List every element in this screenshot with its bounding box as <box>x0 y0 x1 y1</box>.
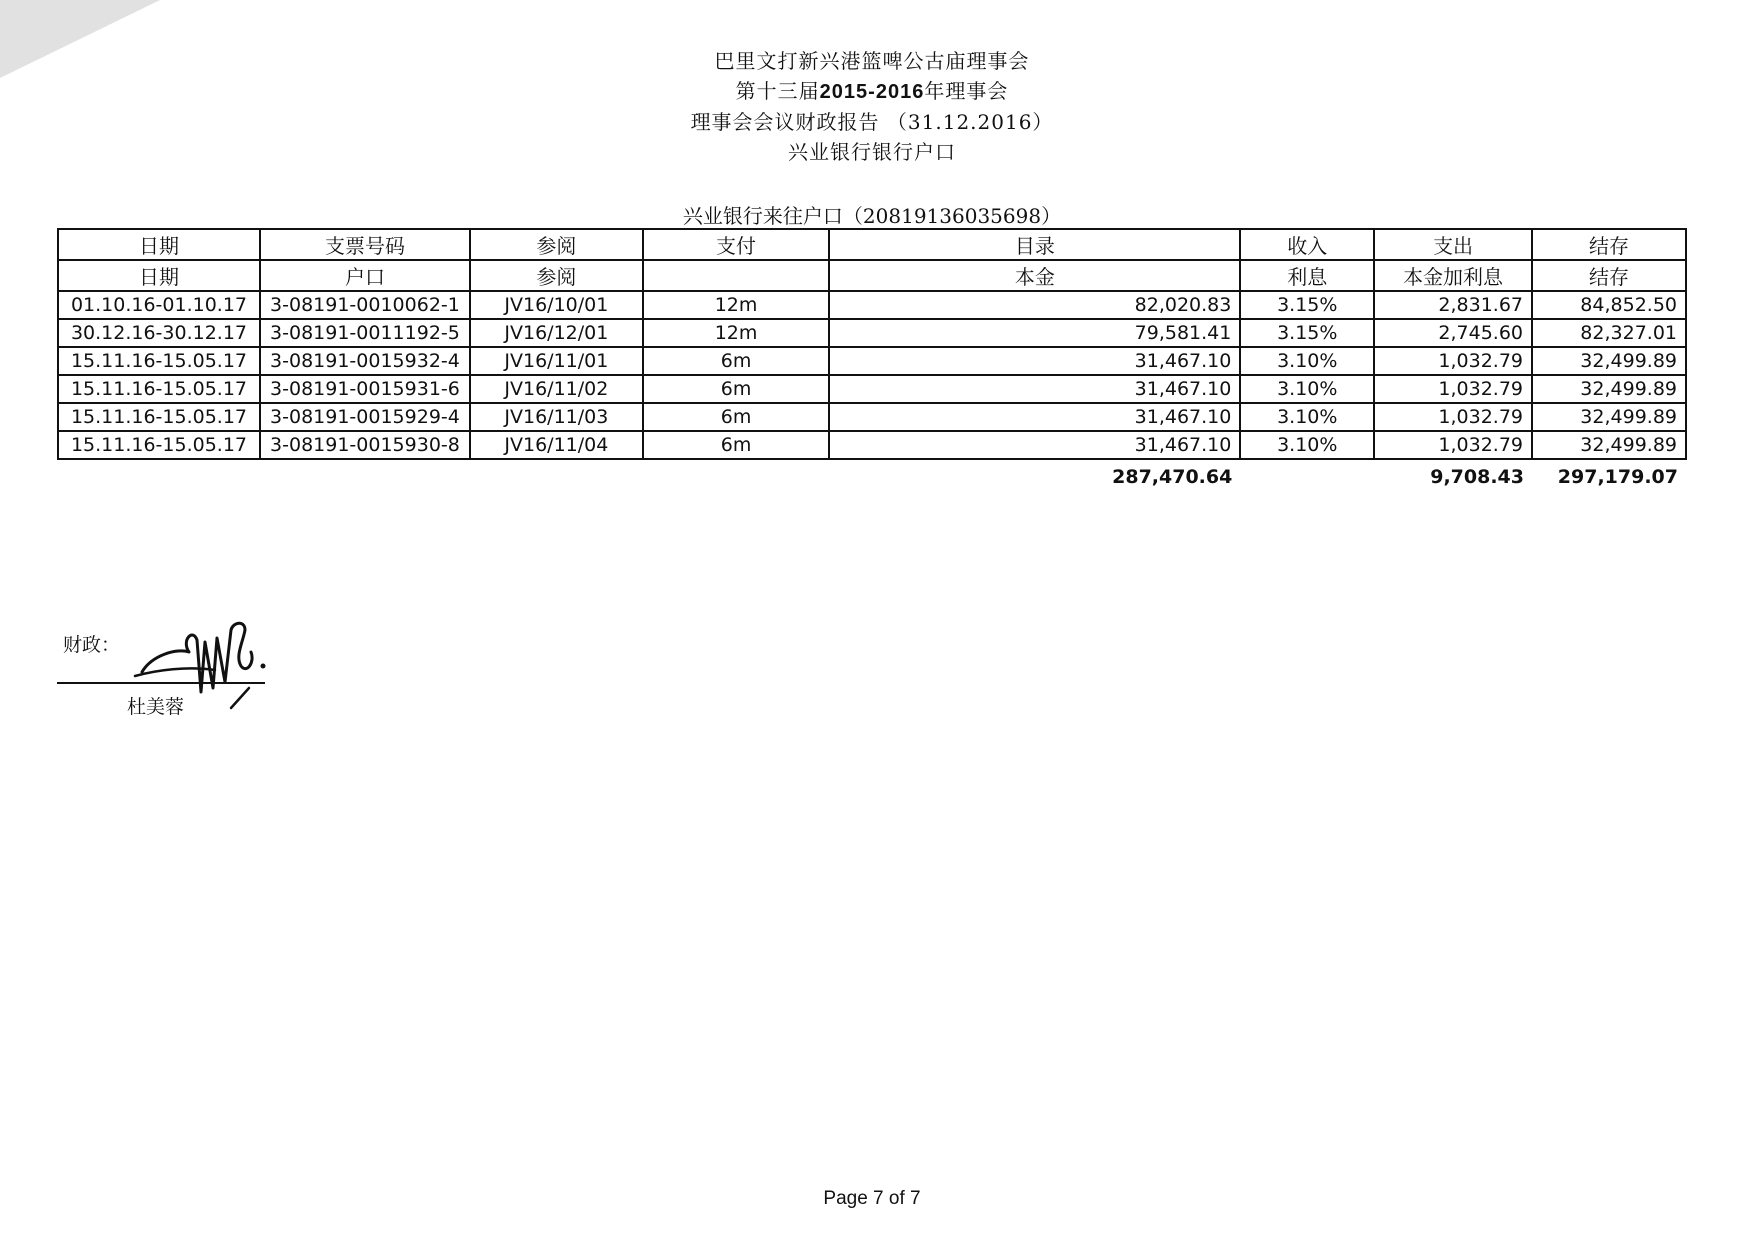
org-name: 巴里文打新兴港篮啤公古庙理事会 <box>714 49 1030 73</box>
term-years: 2015-2016 <box>819 81 925 103</box>
cell-balance: 84,852.50 <box>1532 291 1686 319</box>
report-title: 理事会会议财政报告 （31.12.2016） <box>690 110 1054 134</box>
cell-account: 3-08191-0010062-1 <box>260 291 470 319</box>
cell-rate: 3.10% <box>1240 403 1374 431</box>
cell-interest: 1,032.79 <box>1374 347 1532 375</box>
col-subheader-balance: 结存 <box>1532 260 1686 291</box>
col-header-description: 目录 <box>829 229 1240 260</box>
cell-account: 3-08191-0011192-5 <box>260 319 470 347</box>
table-row <box>58 319 1686 347</box>
col-header-income: 收入 <box>1240 229 1374 260</box>
cell-account: 3-08191-0015932-4 <box>260 347 470 375</box>
cell-interest: 1,032.79 <box>1374 403 1532 431</box>
col-subheader-principal-plus-interest: 本金加利息 <box>1374 260 1532 291</box>
cell-account: 3-08191-0015931-6 <box>260 375 470 403</box>
cell-interest: 1,032.79 <box>1374 431 1532 459</box>
col-header-cheque-no: 支票号码 <box>260 229 470 260</box>
table-row <box>58 403 1686 431</box>
cell-balance: 32,499.89 <box>1532 403 1686 431</box>
col-subheader-ref: 参阅 <box>470 260 643 291</box>
cell-term: 6m <box>643 431 830 459</box>
signature-line <box>57 682 265 684</box>
cell-principal: 31,467.10 <box>829 431 1240 459</box>
col-subheader-account: 户口 <box>260 260 470 291</box>
cell-balance: 32,499.89 <box>1532 347 1686 375</box>
table-row <box>58 347 1686 375</box>
cell-interest: 2,745.60 <box>1374 319 1532 347</box>
report-header <box>0 46 1744 167</box>
table-row <box>58 375 1686 403</box>
totals-row <box>58 459 1686 490</box>
total-balance: 297,179.07 <box>1557 466 1678 488</box>
cell-rate: 3.10% <box>1240 375 1374 403</box>
page-number: Page 7 of 7 <box>823 1188 921 1209</box>
treasurer-label: 财政： <box>63 634 121 656</box>
col-subheader-date: 日期 <box>58 260 260 291</box>
cell-rate: 3.10% <box>1240 347 1374 375</box>
cell-date: 01.10.16-01.10.17 <box>58 291 260 319</box>
term-suffix: 年理事会 <box>924 79 1009 103</box>
cell-rate: 3.15% <box>1240 291 1374 319</box>
table-row <box>58 291 1686 319</box>
cell-term: 12m <box>643 291 830 319</box>
cell-ref: JV16/11/02 <box>470 375 643 403</box>
cell-principal: 79,581.41 <box>829 319 1240 347</box>
cell-interest: 1,032.79 <box>1374 375 1532 403</box>
col-header-expense: 支出 <box>1374 229 1532 260</box>
cell-date: 15.11.16-15.05.17 <box>58 375 260 403</box>
cell-term: 12m <box>643 319 830 347</box>
header-row-2 <box>58 260 1686 291</box>
col-header-balance: 结存 <box>1532 229 1686 260</box>
term-line <box>0 76 1744 107</box>
cell-principal: 31,467.10 <box>829 347 1240 375</box>
cell-principal: 31,467.10 <box>829 403 1240 431</box>
term-prefix: 第十三届 <box>735 79 820 103</box>
cell-balance: 32,499.89 <box>1532 375 1686 403</box>
col-subheader-interest-rate: 利息 <box>1240 260 1374 291</box>
cell-principal: 31,467.10 <box>829 375 1240 403</box>
cell-balance: 82,327.01 <box>1532 319 1686 347</box>
cell-ref: JV16/11/01 <box>470 347 643 375</box>
cell-balance: 32,499.89 <box>1532 431 1686 459</box>
cell-date: 15.11.16-15.05.17 <box>58 347 260 375</box>
col-subheader-payment <box>643 260 830 291</box>
col-header-payment: 支付 <box>643 229 830 260</box>
col-header-ref: 参阅 <box>470 229 643 260</box>
cell-interest: 2,831.67 <box>1374 291 1532 319</box>
col-subheader-principal: 本金 <box>829 260 1240 291</box>
cell-date: 15.11.16-15.05.17 <box>58 403 260 431</box>
header-row-1 <box>58 229 1686 260</box>
cell-date: 30.12.16-30.12.17 <box>58 319 260 347</box>
table-row <box>58 431 1686 459</box>
cell-ref: JV16/10/01 <box>470 291 643 319</box>
bank-account-title: 兴业银行银行户口 <box>788 140 956 164</box>
cell-term: 6m <box>643 347 830 375</box>
total-principal: 287,470.64 <box>1112 466 1233 488</box>
account-title: 兴业银行来往户口（20819136035698） <box>682 204 1062 228</box>
ledger-table <box>57 228 1687 490</box>
cell-date: 15.11.16-15.05.17 <box>58 431 260 459</box>
cell-ref: JV16/11/04 <box>470 431 643 459</box>
treasurer-signature-block <box>57 600 267 720</box>
cell-rate: 3.10% <box>1240 431 1374 459</box>
cell-account: 3-08191-0015930-8 <box>260 431 470 459</box>
total-interest: 9,708.43 <box>1430 466 1524 488</box>
cell-term: 6m <box>643 375 830 403</box>
treasurer-name: 杜美蓉 <box>127 696 185 718</box>
cell-rate: 3.15% <box>1240 319 1374 347</box>
cell-ref: JV16/11/03 <box>470 403 643 431</box>
col-header-date: 日期 <box>58 229 260 260</box>
cell-principal: 82,020.83 <box>829 291 1240 319</box>
cell-term: 6m <box>643 403 830 431</box>
cell-account: 3-08191-0015929-4 <box>260 403 470 431</box>
cell-ref: JV16/12/01 <box>470 319 643 347</box>
